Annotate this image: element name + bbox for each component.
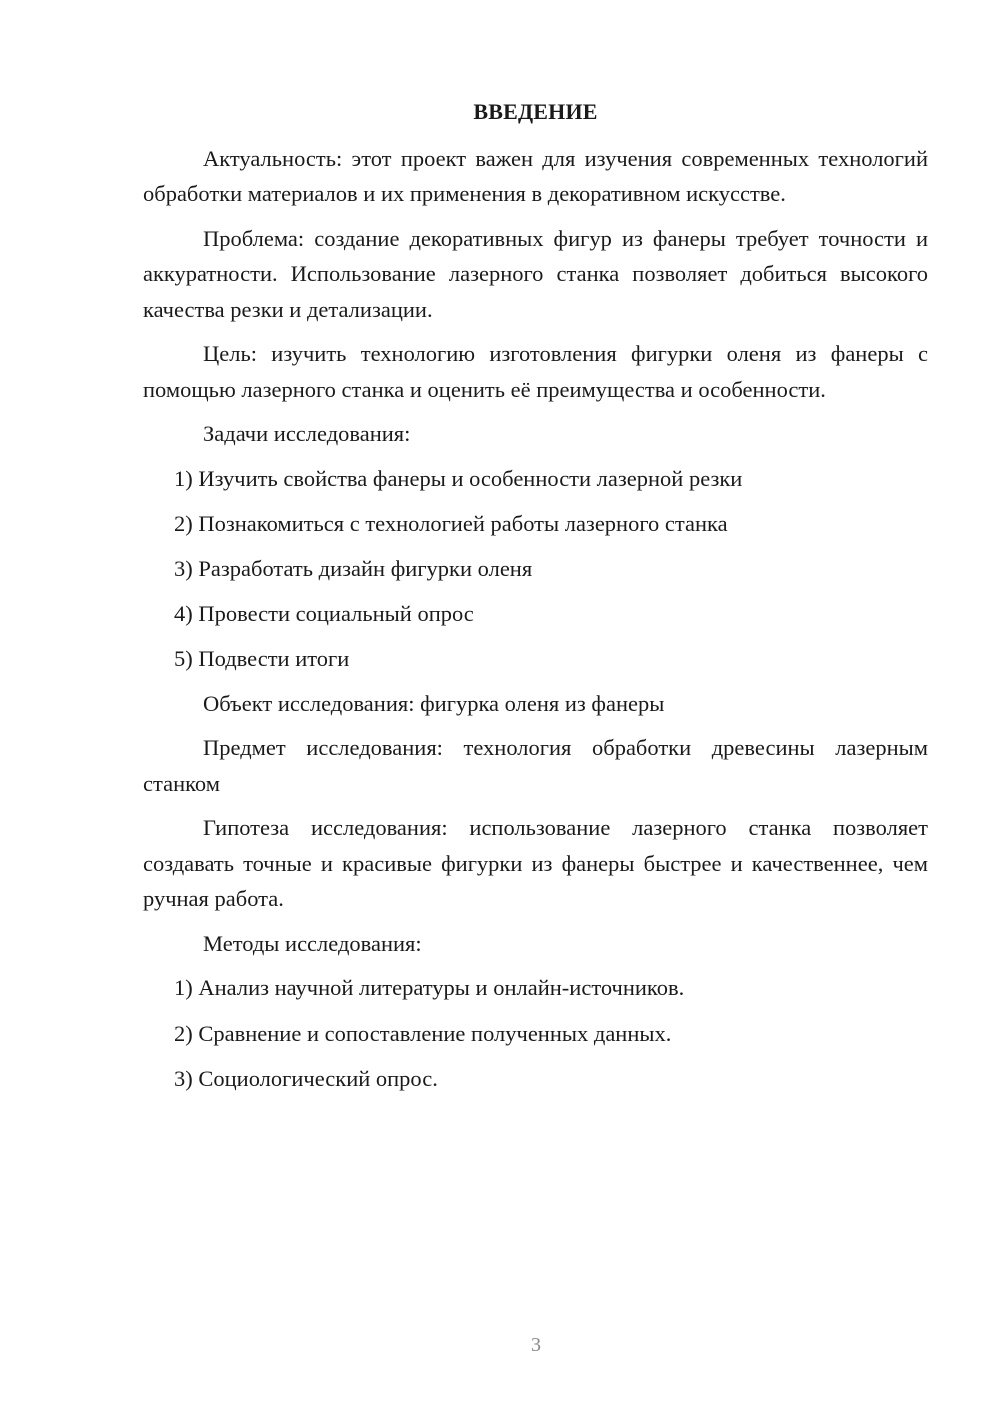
methods-list — [143, 970, 928, 1096]
methods-label: Методы исследования: — [203, 930, 422, 956]
problem-paragraph: Проблема: создание декоративных фигур из фанеры требует точности и аккуратности. Использование лазерного станка позволяет добиться высокого качества резки и детализации. — [143, 225, 928, 322]
object-paragraph: Объект исследования: фигурка оленя из фанеры — [203, 690, 665, 716]
tasks-list — [143, 461, 928, 677]
relevance-paragraph: Актуальность: этот проект важен для изучения современных технологий обработки материалов и их применения в декоративном искусстве. — [143, 145, 928, 206]
page-content — [143, 94, 928, 1106]
subject-paragraph: Предмет исследования: технология обработки древесины лазерным станком — [143, 735, 928, 796]
hypothesis-paragraph: Гипотеза исследования: использование лазерного станка позволяет создавать точные и красивые фигурки из фанеры быстрее и качественнее, чем ручная работа. — [143, 815, 928, 912]
page-number: 3 — [531, 1334, 541, 1356]
method-item: 1) Анализ научной литературы и онлайн-источников. — [174, 975, 685, 1001]
task-item: 3) Разработать дизайн фигурки оленя — [174, 555, 533, 581]
method-item: 2) Сравнение и сопоставление полученных данных. — [174, 1020, 672, 1046]
section-title: ВВЕДЕНИЕ — [473, 99, 598, 124]
task-item: 2) Познакомиться с технологией работы лазерного станка — [174, 510, 728, 536]
method-item: 3) Социологический опрос. — [174, 1065, 438, 1091]
tasks-label: Задачи исследования: — [203, 421, 411, 446]
task-item: 5) Подвести итоги — [174, 645, 350, 671]
task-item: 4) Провести социальный опрос — [174, 600, 474, 626]
task-item: 1) Изучить свойства фанеры и особенности лазерной резки — [174, 465, 743, 491]
goal-paragraph: Цель: изучить технологию изготовления фигурки оленя из фанеры с помощью лазерного станка и оценить её преимущества и особенности. — [143, 341, 928, 402]
